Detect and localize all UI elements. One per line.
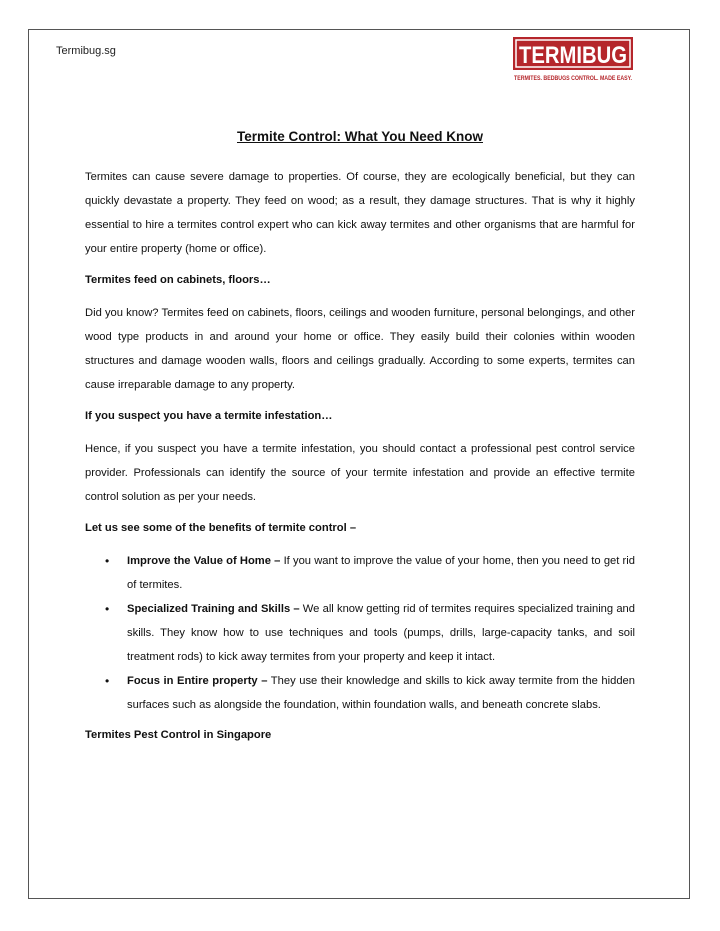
section-heading-singapore: Termites Pest Control in Singapore (85, 729, 272, 741)
site-name: Termibug.sg (56, 45, 116, 57)
list-item (85, 549, 635, 597)
benefit-text: If you want to improve the value of your home, then you need to get rid of termites. (127, 555, 635, 591)
list-item (85, 669, 635, 717)
benefit-title: Focus in Entire property – (127, 675, 268, 687)
document-body (85, 128, 635, 756)
intro-paragraph: Termites can cause severe damage to properties. Of course, they are ecologically beneficial, but they can quickly devastate a property. They feed on wood; as a result, they damage structures. That is why it highly essential to hire a termites control expert who can kick away termites and other organisms that are harmful for your entire property (home or office). (85, 171, 635, 255)
list-item (85, 597, 635, 669)
document-title: Termite Control: What You Need Know (237, 129, 483, 144)
bullet-icon: • (105, 554, 110, 568)
section-heading-infestation: If you suspect you have a termite infestation… (85, 410, 333, 422)
benefit-text: They use their knowledge and skills to kick away termite from the hidden surfaces such as alongside the foundation, within foundation walls, and beneath concrete slabs. (127, 675, 635, 711)
infestation-paragraph: Hence, if you suspect you have a termite infestation, you should contact a professional pest control service provider. Professionals can identify the source of your termite infestation and provide an effective termite control solution as per your needs. (85, 443, 635, 503)
section-heading-benefits: Let us see some of the benefits of termite control – (85, 522, 357, 534)
section-heading-cabinets: Termites feed on cabinets, floors… (85, 274, 271, 286)
cabinets-paragraph: Did you know? Termites feed on cabinets, floors, ceilings and wooden furniture, personal belongings, and other wood type products in and around your home or office. They easily build their colonies within wooden structures and damage wooden walls, floors and ceilings gradually. According to some experts, termites can cause irreparable damage to any property. (85, 307, 635, 391)
benefits-list (85, 549, 635, 717)
bullet-icon: • (105, 602, 110, 616)
benefit-title: Improve the Value of Home – (127, 555, 281, 567)
termibug-logo (513, 37, 633, 83)
benefit-text: We all know getting rid of termites requires specialized training and skills. They know how to use techniques and tools (pumps, drills, large-capacity tanks, and soil treatment rods) to kick away termites from your property and keep it intact. (127, 603, 635, 663)
svg-text:TERMIBUG: TERMIBUG (519, 42, 627, 69)
bullet-icon: • (105, 674, 110, 688)
svg-text:TERMITES. BEDBUGS CONTROL. MAD: TERMITES. BEDBUGS CONTROL. MADE EASY. (514, 75, 633, 82)
benefit-title: Specialized Training and Skills – (127, 603, 300, 615)
